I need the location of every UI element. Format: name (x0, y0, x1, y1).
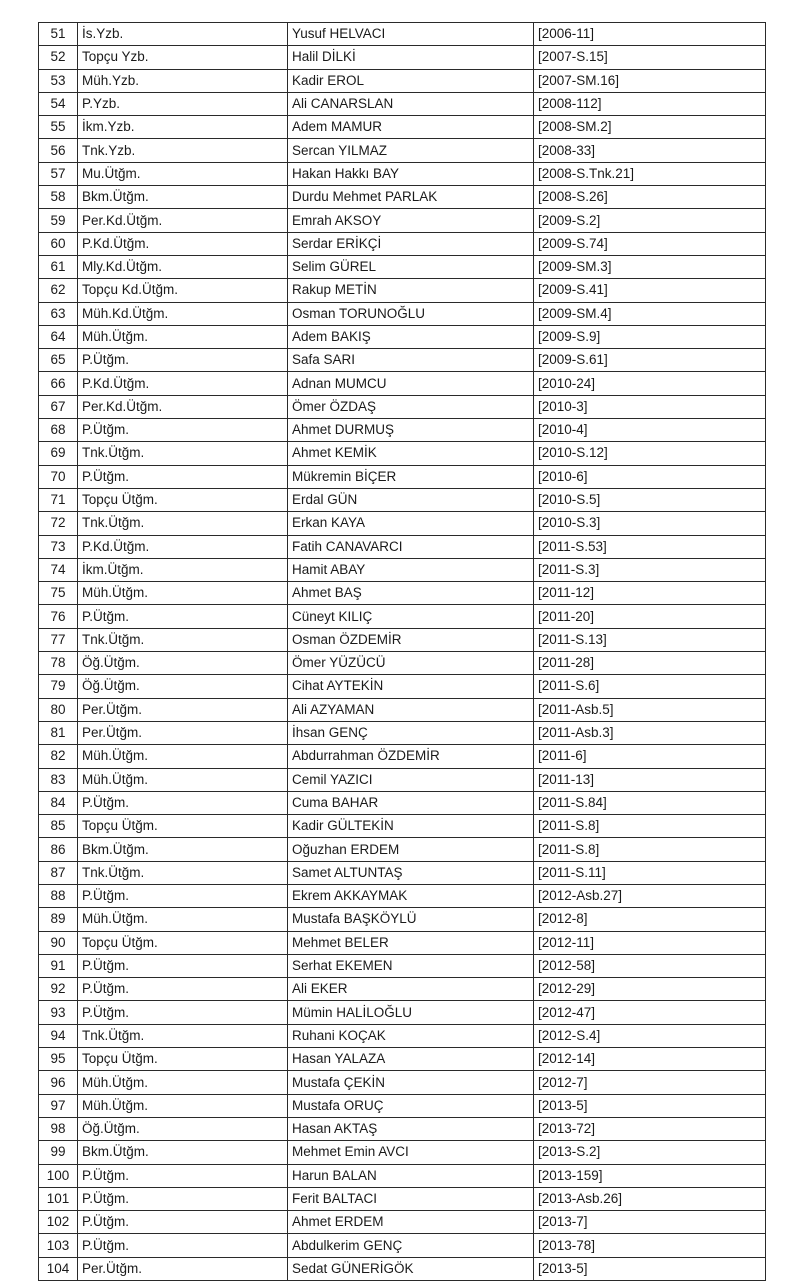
name-cell: Rakup METİN (288, 279, 534, 302)
code-cell: [2009-S.41] (534, 279, 766, 302)
table-row (39, 978, 766, 1001)
code-cell: [2010-3] (534, 395, 766, 418)
table-row (39, 558, 766, 581)
row-number-cell: 75 (39, 582, 78, 605)
code-cell: [2011-20] (534, 605, 766, 628)
code-cell: [2012-7] (534, 1071, 766, 1094)
rank-cell: Tnk.Ütğm. (78, 861, 288, 884)
name-cell: Ömer YÜZÜCÜ (288, 652, 534, 675)
table-row (39, 419, 766, 442)
name-cell: Erdal GÜN (288, 488, 534, 511)
row-number-cell: 60 (39, 232, 78, 255)
personnel-table-body (39, 23, 766, 1281)
code-cell: [2008-SM.2] (534, 116, 766, 139)
row-number-cell: 79 (39, 675, 78, 698)
rank-cell: P.Ütğm. (78, 1164, 288, 1187)
code-cell: [2013-7] (534, 1211, 766, 1234)
rank-cell: Mu.Ütğm. (78, 162, 288, 185)
code-cell: [2013-72] (534, 1117, 766, 1140)
name-cell: Osman ÖZDEMİR (288, 628, 534, 651)
rank-cell: Mly.Kd.Ütğm. (78, 255, 288, 278)
code-cell: [2012-Asb.27] (534, 884, 766, 907)
name-cell: Hasan AKTAŞ (288, 1117, 534, 1140)
name-cell: Sedat GÜNERİGÖK (288, 1257, 534, 1280)
code-cell: [2010-S.5] (534, 488, 766, 511)
rank-cell: İkm.Ütğm. (78, 558, 288, 581)
name-cell: Mümin HALİLOĞLU (288, 1001, 534, 1024)
table-row (39, 1094, 766, 1117)
code-cell: [2012-47] (534, 1001, 766, 1024)
name-cell: Ahmet DURMUŞ (288, 419, 534, 442)
name-cell: Serdar ERİKÇİ (288, 232, 534, 255)
name-cell: Mehmet BELER (288, 931, 534, 954)
code-cell: [2011-S.53] (534, 535, 766, 558)
rank-cell: Öğ.Ütğm. (78, 1117, 288, 1140)
rank-cell: P.Ütğm. (78, 978, 288, 1001)
name-cell: Ekrem AKKAYMAK (288, 884, 534, 907)
code-cell: [2013-5] (534, 1257, 766, 1280)
row-number-cell: 104 (39, 1257, 78, 1280)
rank-cell: Tnk.Ütğm. (78, 442, 288, 465)
name-cell: Cihat AYTEKİN (288, 675, 534, 698)
name-cell: Abdulkerim GENÇ (288, 1234, 534, 1257)
row-number-cell: 70 (39, 465, 78, 488)
name-cell: Hakan Hakkı BAY (288, 162, 534, 185)
row-number-cell: 103 (39, 1234, 78, 1257)
table-row (39, 395, 766, 418)
row-number-cell: 61 (39, 255, 78, 278)
personnel-table (38, 22, 766, 1281)
name-cell: Sercan YILMAZ (288, 139, 534, 162)
code-cell: [2013-5] (534, 1094, 766, 1117)
name-cell: Yusuf HELVACI (288, 23, 534, 46)
row-number-cell: 97 (39, 1094, 78, 1117)
code-cell: [2010-4] (534, 419, 766, 442)
name-cell: Hasan YALAZA (288, 1048, 534, 1071)
rank-cell: Öğ.Ütğm. (78, 675, 288, 698)
rank-cell: P.Ütğm. (78, 1187, 288, 1210)
code-cell: [2012-11] (534, 931, 766, 954)
rank-cell: P.Ütğm. (78, 465, 288, 488)
table-row (39, 116, 766, 139)
rank-cell: Per.Ütğm. (78, 1257, 288, 1280)
row-number-cell: 67 (39, 395, 78, 418)
row-number-cell: 82 (39, 745, 78, 768)
code-cell: [2008-S.Tnk.21] (534, 162, 766, 185)
code-cell: [2008-S.26] (534, 186, 766, 209)
row-number-cell: 77 (39, 628, 78, 651)
row-number-cell: 66 (39, 372, 78, 395)
row-number-cell: 86 (39, 838, 78, 861)
rank-cell: Öğ.Ütğm. (78, 652, 288, 675)
name-cell: Adnan MUMCU (288, 372, 534, 395)
code-cell: [2011-6] (534, 745, 766, 768)
name-cell: Kadir EROL (288, 69, 534, 92)
rank-cell: P.Kd.Ütğm. (78, 232, 288, 255)
table-row (39, 92, 766, 115)
row-number-cell: 63 (39, 302, 78, 325)
row-number-cell: 83 (39, 768, 78, 791)
code-cell: [2012-14] (534, 1048, 766, 1071)
row-number-cell: 54 (39, 92, 78, 115)
table-row (39, 1117, 766, 1140)
row-number-cell: 58 (39, 186, 78, 209)
rank-cell: Müh.Ütğm. (78, 1071, 288, 1094)
code-cell: [2012-58] (534, 954, 766, 977)
rank-cell: Topçu Ütğm. (78, 931, 288, 954)
row-number-cell: 57 (39, 162, 78, 185)
code-cell: [2009-SM.4] (534, 302, 766, 325)
row-number-cell: 84 (39, 791, 78, 814)
table-row (39, 349, 766, 372)
table-row (39, 232, 766, 255)
code-cell: [2011-S.3] (534, 558, 766, 581)
rank-cell: Tnk.Ütğm. (78, 628, 288, 651)
name-cell: Osman TORUNOĞLU (288, 302, 534, 325)
name-cell: Ferit BALTACI (288, 1187, 534, 1210)
table-row (39, 1024, 766, 1047)
rank-cell: Per.Kd.Ütğm. (78, 209, 288, 232)
table-row (39, 1001, 766, 1024)
name-cell: Adem BAKIŞ (288, 325, 534, 348)
rank-cell: P.Ütğm. (78, 419, 288, 442)
row-number-cell: 87 (39, 861, 78, 884)
code-cell: [2011-Asb.5] (534, 698, 766, 721)
table-row (39, 1141, 766, 1164)
table-row (39, 162, 766, 185)
name-cell: Ahmet BAŞ (288, 582, 534, 605)
row-number-cell: 101 (39, 1187, 78, 1210)
table-row (39, 255, 766, 278)
name-cell: Ahmet KEMİK (288, 442, 534, 465)
code-cell: [2012-S.4] (534, 1024, 766, 1047)
rank-cell: Per.Kd.Ütğm. (78, 395, 288, 418)
code-cell: [2013-159] (534, 1164, 766, 1187)
rank-cell: Müh.Ütğm. (78, 745, 288, 768)
name-cell: Ali CANARSLAN (288, 92, 534, 115)
row-number-cell: 94 (39, 1024, 78, 1047)
name-cell: Samet ALTUNTAŞ (288, 861, 534, 884)
name-cell: Cüneyt KILIÇ (288, 605, 534, 628)
name-cell: İhsan GENÇ (288, 721, 534, 744)
rank-cell: Müh.Kd.Ütğm. (78, 302, 288, 325)
row-number-cell: 53 (39, 69, 78, 92)
rank-cell: P.Ütğm. (78, 954, 288, 977)
row-number-cell: 88 (39, 884, 78, 907)
code-cell: [2008-112] (534, 92, 766, 115)
rank-cell: P.Ütğm. (78, 1001, 288, 1024)
code-cell: [2009-S.9] (534, 325, 766, 348)
table-row (39, 1211, 766, 1234)
rank-cell: P.Yzb. (78, 92, 288, 115)
rank-cell: P.Ütğm. (78, 791, 288, 814)
table-row (39, 1234, 766, 1257)
code-cell: [2011-S.84] (534, 791, 766, 814)
row-number-cell: 65 (39, 349, 78, 372)
rank-cell: P.Ütğm. (78, 884, 288, 907)
name-cell: Harun BALAN (288, 1164, 534, 1187)
row-number-cell: 92 (39, 978, 78, 1001)
name-cell: Erkan KAYA (288, 512, 534, 535)
table-row (39, 279, 766, 302)
table-row (39, 652, 766, 675)
row-number-cell: 91 (39, 954, 78, 977)
table-row (39, 1164, 766, 1187)
name-cell: Oğuzhan ERDEM (288, 838, 534, 861)
rank-cell: Müh.Ütğm. (78, 582, 288, 605)
name-cell: Ali EKER (288, 978, 534, 1001)
name-cell: Mustafa ORUÇ (288, 1094, 534, 1117)
table-row (39, 1257, 766, 1280)
row-number-cell: 74 (39, 558, 78, 581)
rank-cell: Topçu Kd.Ütğm. (78, 279, 288, 302)
name-cell: Mustafa ÇEKİN (288, 1071, 534, 1094)
table-row (39, 1048, 766, 1071)
row-number-cell: 59 (39, 209, 78, 232)
row-number-cell: 52 (39, 46, 78, 69)
table-row (39, 69, 766, 92)
table-row (39, 46, 766, 69)
rank-cell: Müh.Ütğm. (78, 1094, 288, 1117)
table-row (39, 372, 766, 395)
code-cell: [2011-S.11] (534, 861, 766, 884)
name-cell: Selim GÜREL (288, 255, 534, 278)
name-cell: Mustafa BAŞKÖYLÜ (288, 908, 534, 931)
name-cell: Fatih CANAVARCI (288, 535, 534, 558)
rank-cell: Topçu Yzb. (78, 46, 288, 69)
table-row (39, 325, 766, 348)
table-row (39, 908, 766, 931)
rank-cell: P.Ütğm. (78, 605, 288, 628)
table-row (39, 698, 766, 721)
code-cell: [2010-6] (534, 465, 766, 488)
code-cell: [2013-S.2] (534, 1141, 766, 1164)
rank-cell: İkm.Yzb. (78, 116, 288, 139)
table-row (39, 954, 766, 977)
name-cell: Durdu Mehmet PARLAK (288, 186, 534, 209)
table-row (39, 512, 766, 535)
row-number-cell: 51 (39, 23, 78, 46)
code-cell: [2013-78] (534, 1234, 766, 1257)
row-number-cell: 90 (39, 931, 78, 954)
rank-cell: Tnk.Yzb. (78, 139, 288, 162)
code-cell: [2009-S.2] (534, 209, 766, 232)
code-cell: [2011-Asb.3] (534, 721, 766, 744)
row-number-cell: 73 (39, 535, 78, 558)
code-cell: [2010-24] (534, 372, 766, 395)
name-cell: Kadir GÜLTEKİN (288, 815, 534, 838)
table-row (39, 838, 766, 861)
code-cell: [2011-12] (534, 582, 766, 605)
table-row (39, 628, 766, 651)
rank-cell: Müh.Yzb. (78, 69, 288, 92)
row-number-cell: 80 (39, 698, 78, 721)
rank-cell: Per.Ütğm. (78, 721, 288, 744)
row-number-cell: 62 (39, 279, 78, 302)
table-row (39, 861, 766, 884)
row-number-cell: 102 (39, 1211, 78, 1234)
table-row (39, 535, 766, 558)
code-cell: [2006-11] (534, 23, 766, 46)
rank-cell: İs.Yzb. (78, 23, 288, 46)
row-number-cell: 100 (39, 1164, 78, 1187)
rank-cell: P.Ütğm. (78, 1211, 288, 1234)
name-cell: Hamit ABAY (288, 558, 534, 581)
name-cell: Mehmet Emin AVCI (288, 1141, 534, 1164)
code-cell: [2009-S.61] (534, 349, 766, 372)
code-cell: [2010-S.3] (534, 512, 766, 535)
table-row (39, 302, 766, 325)
table-row (39, 139, 766, 162)
name-cell: Serhat EKEMEN (288, 954, 534, 977)
code-cell: [2011-S.8] (534, 815, 766, 838)
table-row (39, 442, 766, 465)
rank-cell: P.Kd.Ütğm. (78, 372, 288, 395)
row-number-cell: 71 (39, 488, 78, 511)
row-number-cell: 72 (39, 512, 78, 535)
name-cell: Ömer ÖZDAŞ (288, 395, 534, 418)
row-number-cell: 96 (39, 1071, 78, 1094)
name-cell: Ali AZYAMAN (288, 698, 534, 721)
name-cell: Ruhani KOÇAK (288, 1024, 534, 1047)
code-cell: [2011-28] (534, 652, 766, 675)
row-number-cell: 89 (39, 908, 78, 931)
row-number-cell: 78 (39, 652, 78, 675)
table-row (39, 488, 766, 511)
table-row (39, 605, 766, 628)
rank-cell: P.Kd.Ütğm. (78, 535, 288, 558)
code-cell: [2010-S.12] (534, 442, 766, 465)
name-cell: Ahmet ERDEM (288, 1211, 534, 1234)
table-row (39, 931, 766, 954)
table-row (39, 582, 766, 605)
table-row (39, 884, 766, 907)
row-number-cell: 99 (39, 1141, 78, 1164)
rank-cell: Tnk.Ütğm. (78, 1024, 288, 1047)
table-row (39, 23, 766, 46)
name-cell: Cemil YAZICI (288, 768, 534, 791)
rank-cell: Topçu Ütğm. (78, 1048, 288, 1071)
rank-cell: Per.Ütğm. (78, 698, 288, 721)
row-number-cell: 64 (39, 325, 78, 348)
rank-cell: Müh.Ütğm. (78, 908, 288, 931)
code-cell: [2011-13] (534, 768, 766, 791)
code-cell: [2011-S.8] (534, 838, 766, 861)
rank-cell: Tnk.Ütğm. (78, 512, 288, 535)
name-cell: Mükremin BİÇER (288, 465, 534, 488)
table-row (39, 1187, 766, 1210)
row-number-cell: 56 (39, 139, 78, 162)
row-number-cell: 69 (39, 442, 78, 465)
name-cell: Adem MAMUR (288, 116, 534, 139)
rank-cell: P.Ütğm. (78, 349, 288, 372)
rank-cell: Bkm.Ütğm. (78, 1141, 288, 1164)
name-cell: Abdurrahman ÖZDEMİR (288, 745, 534, 768)
table-row (39, 465, 766, 488)
rank-cell: Bkm.Ütğm. (78, 838, 288, 861)
table-row (39, 791, 766, 814)
rank-cell: Müh.Ütğm. (78, 325, 288, 348)
row-number-cell: 81 (39, 721, 78, 744)
code-cell: [2008-33] (534, 139, 766, 162)
code-cell: [2013-Asb.26] (534, 1187, 766, 1210)
code-cell: [2012-29] (534, 978, 766, 1001)
rank-cell: Müh.Ütğm. (78, 768, 288, 791)
code-cell: [2009-SM.3] (534, 255, 766, 278)
table-row (39, 1071, 766, 1094)
code-cell: [2011-S.13] (534, 628, 766, 651)
code-cell: [2011-S.6] (534, 675, 766, 698)
name-cell: Halil DİLKİ (288, 46, 534, 69)
rank-cell: P.Ütğm. (78, 1234, 288, 1257)
name-cell: Safa SARI (288, 349, 534, 372)
row-number-cell: 93 (39, 1001, 78, 1024)
row-number-cell: 55 (39, 116, 78, 139)
name-cell: Cuma BAHAR (288, 791, 534, 814)
table-row (39, 675, 766, 698)
row-number-cell: 68 (39, 419, 78, 442)
row-number-cell: 98 (39, 1117, 78, 1140)
code-cell: [2007-SM.16] (534, 69, 766, 92)
rank-cell: Topçu Ütğm. (78, 815, 288, 838)
row-number-cell: 95 (39, 1048, 78, 1071)
rank-cell: Bkm.Ütğm. (78, 186, 288, 209)
row-number-cell: 85 (39, 815, 78, 838)
table-row (39, 768, 766, 791)
row-number-cell: 76 (39, 605, 78, 628)
rank-cell: Topçu Ütğm. (78, 488, 288, 511)
table-row (39, 209, 766, 232)
code-cell: [2007-S.15] (534, 46, 766, 69)
name-cell: Emrah AKSOY (288, 209, 534, 232)
code-cell: [2009-S.74] (534, 232, 766, 255)
table-row (39, 745, 766, 768)
code-cell: [2012-8] (534, 908, 766, 931)
table-row (39, 815, 766, 838)
table-row (39, 186, 766, 209)
table-row (39, 721, 766, 744)
